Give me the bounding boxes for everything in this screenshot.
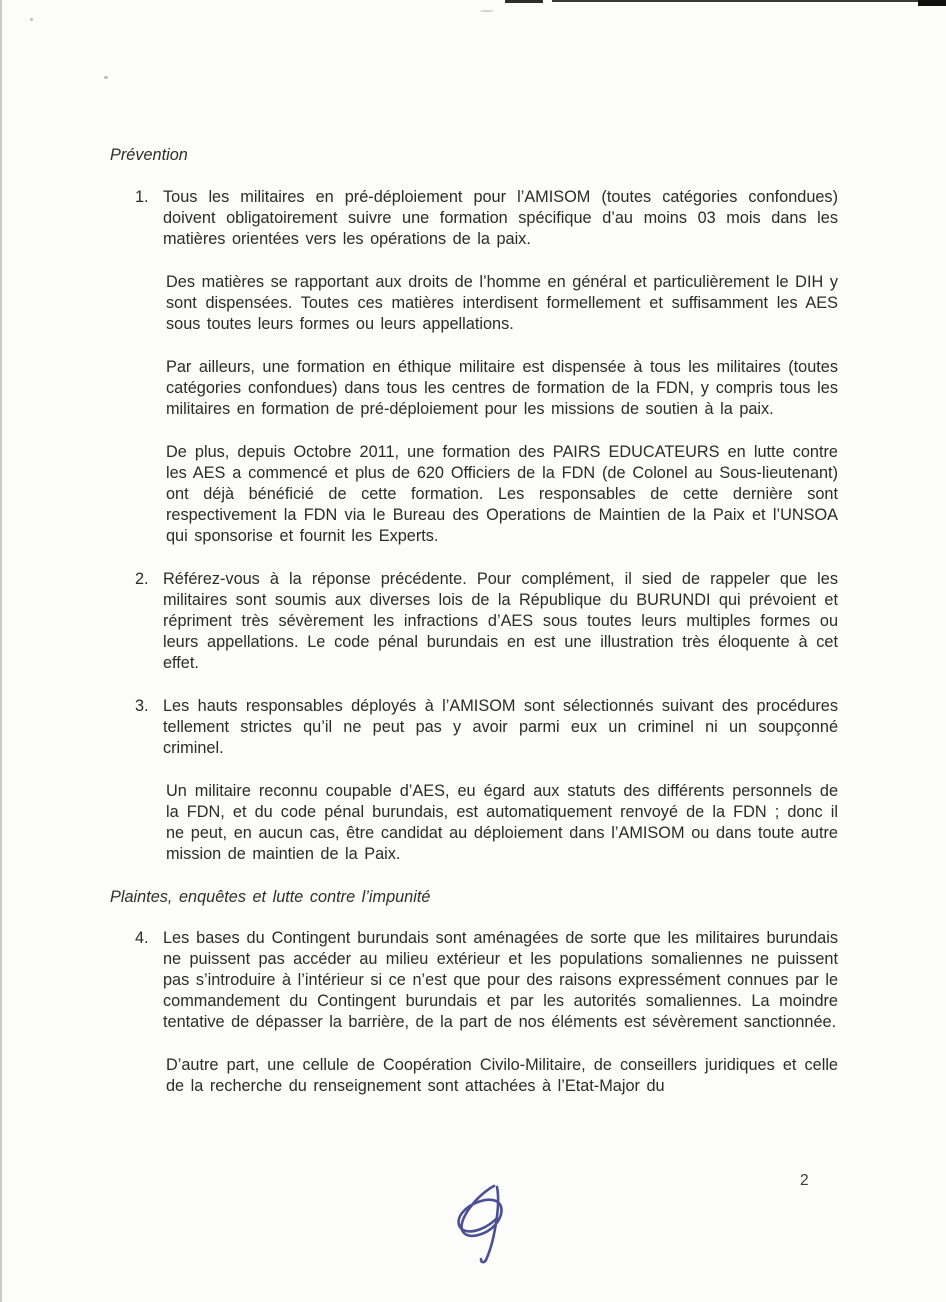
list-number: 3. (135, 697, 149, 715)
document-body (110, 145, 838, 1119)
scan-edge-artifact (0, 0, 2, 1302)
list-item-text: Les hauts responsables déployés à l’AMISOM sont sélectionnés suivant des procédures tellement strictes qu’il ne peut pas y avoir parmi eux un criminel ni un soupçonné criminel. (163, 697, 838, 757)
paragraph: Des matières se rapportant aux droits de l’homme en général et particulièrement le DIH y sont dispensées. Toutes ces matières interdisent formellement et suffisamment les AES sous toutes leurs formes ou leurs appellations. (166, 273, 838, 333)
list-item-4 (110, 928, 838, 1033)
list-number: 2. (135, 570, 149, 588)
scan-speck (30, 18, 33, 21)
page-number: 2 (800, 1172, 809, 1189)
list-item-text: Référez-vous à la réponse précédente. Pour complément, il sied de rappeler que les militaires sont soumis aux diverses lois de la République du BURUNDI qui prévoient et répriment très sévèrement les infractions d’AES sous toutes leurs multiples formes ou leurs appellations. Le code pénal burundais en est une illustration très éloquente à cet effet. (163, 570, 838, 672)
list-item-1 (110, 187, 838, 250)
list-item-text: Les bases du Contingent burundais sont aménagées de sorte que les militaires burundais ne puissent pas accéder au milieu extérieur et les populations somaliennes ne puissent pas s’introduire à l’intérieur si ce n’est que pour des raisons expressément connues par le commandement du Contingent burundais et par les autorités somaliennes. La moindre tentative de dépasser la barrière, de la part de nos éléments est sévèrement sanctionnée. (163, 929, 838, 1031)
scan-top-mark (918, 0, 946, 6)
paragraph: Par ailleurs, une formation en éthique militaire est dispensée à tous les militaires (toutes catégories confondues) dans tous les centres de formation de la FDN, y compris tous les militaires en formation de pré-déploiement pour les missions de soutien à la paix. (166, 358, 838, 418)
scan-top-mark (505, 0, 543, 3)
scan-speck (104, 76, 108, 79)
scan-speck (480, 10, 494, 12)
paragraph: De plus, depuis Octobre 2011, une formation des PAIRS EDUCATEURS en lutte contre les AES a commencé et plus de 620 Officiers de la FDN (de Colonel au Sous-lieutenant) ont déjà bénéficié de cette formation. Les responsables de cette dernière sont respectivement la FDN via le Bureau des Operations de Maintien de la Paix et l’UNSOA qui sponsorise et fournit les Experts. (166, 443, 838, 545)
section-heading-prevention: Prévention (110, 146, 188, 164)
list-number: 1. (135, 188, 149, 206)
list-item-text: Tous les militaires en pré-déploiement pour l’AMISOM (toutes catégories confondues) doivent obligatoirement suivre une formation spécifique d’au moins 03 mois dans les matières orientées vers les opérations de la paix. (163, 188, 838, 248)
paragraph: D’autre part, une cellule de Coopération Civilo-Militaire, de conseillers juridiques et celle de la recherche du renseignement sont attachées à l’Etat-Major du (166, 1056, 838, 1095)
paragraph: Un militaire reconnu coupable d’AES, eu égard aux statuts des différents personnels de la FDN, et du code pénal burundais, est automatiquement renvoyé de la FDN ; donc il ne peut, en aucun cas, être candidat au déploiement dans l’AMISOM ou dans toute autre mission de maintien de la Paix. (166, 782, 838, 863)
scan-top-mark (552, 0, 918, 2)
list-item-3 (110, 696, 838, 759)
signature-ink (448, 1183, 524, 1267)
list-number: 4. (135, 929, 149, 947)
list-item-2 (110, 569, 838, 674)
section-heading-plaintes: Plaintes, enquêtes et lutte contre l’impunité (110, 888, 431, 906)
